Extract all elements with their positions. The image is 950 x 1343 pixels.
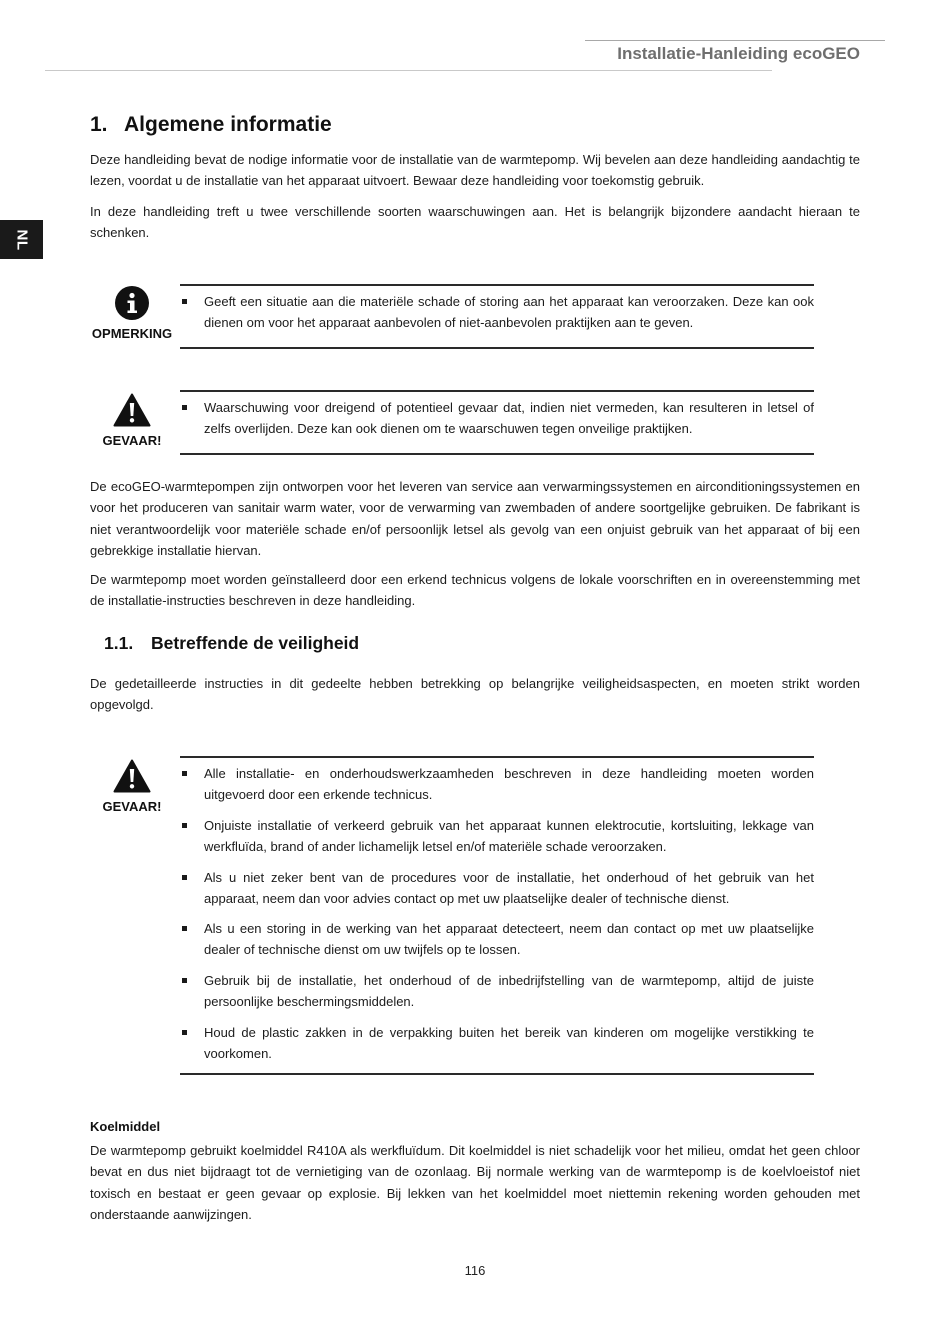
- note-item: Geeft een situatie aan die materiële schade of storing aan het apparaat kan veroorzaken. Deze kan ook dienen om voor het apparaat aanbevolen of niet-aanbevolen praktijken aan te geven.: [180, 291, 814, 333]
- info-icon: [115, 286, 149, 320]
- safety-item: Als u een storing in de werking van het apparaat detecteert, neem dan contact op met uw plaatselijke dealer of technische dienst om uw twijfels op te lossen.: [180, 918, 814, 960]
- warning-icon: [113, 393, 151, 427]
- section-heading: [90, 113, 332, 137]
- section-number: 1.: [90, 113, 108, 136]
- header-top-rule: [585, 40, 885, 41]
- subsection-number: 1.1.: [104, 633, 134, 653]
- subsection-title: Betreffende de veiligheid: [151, 633, 360, 653]
- safety-item: Gebruik bij de installatie, het onderhoud of de inbedrijfstelling van de warmtepomp, altijd de juiste persoonlijke beschermingsmiddelen.: [180, 970, 814, 1012]
- note-callout: [180, 284, 814, 349]
- refrigerant-paragraph: De warmtepomp gebruikt koelmiddel R410A als werkfluïdum. Dit koelmiddel is niet schadelijk voor het milieu, omdat het geen chloor bevat en dus niet bijdraagt tot de vernietiging van de ozonlaag. Bij normale werking van de warmtepomp is de koelvloeistof niet toxisch en bestaat er geen gevaar op explosie. Bij lekken van het koelmiddel moet niettemin rekening worden gehouden met onderstaande aanwijzingen.: [90, 1143, 860, 1222]
- danger-callout: [180, 390, 814, 455]
- language-tab: [0, 220, 43, 259]
- safety-intro: De gedetailleerde instructies in dit gedeelte hebben betrekking op belangrijke veiligheidsaspecten, en moeten strikt worden opgevolgd.: [90, 676, 860, 713]
- language-tab-label: NL: [13, 229, 30, 250]
- safety-item: Alle installatie- en onderhoudswerkzaamheden beschreven in deze handleiding moeten worden uitgevoerd door een erkende technicus.: [180, 763, 814, 805]
- page-number: 116: [464, 1263, 486, 1278]
- safety-item: Houd de plastic zakken in de verpakking buiten het bereik van kinderen om mogelijke verstikking te voorkomen.: [180, 1022, 814, 1064]
- danger-label: GEVAAR!: [102, 433, 162, 448]
- safety-item: Als u niet zeker bent van de procedures voor de installatie, het onderhoud of het gebruik van het apparaat, neem dan voor advies contact op met uw plaatselijke dealer of technische dienst.: [180, 867, 814, 909]
- safety-danger-label: GEVAAR!: [102, 799, 162, 814]
- header-title: Installatie-Hanleiding ecoGEO: [617, 44, 860, 63]
- safety-danger-callout: [180, 756, 814, 1075]
- body-paragraph-1: De ecoGEO-warmtepompen zijn ontworpen voor het leveren van service aan verwarmingssystemen en airconditioningssystemen en voor het produceren van sanitair warm water, voor de verwarming van zwembaden of andere soortgelijke gebruiken. De fabrikant is niet verantwoordelijk voor materiële schade en/of persoonlijk letsel als gevolg van een onjuist gebruik van het apparaat of bij een gebrekkige installatie hiervan.: [90, 479, 860, 558]
- safety-item: Onjuiste installatie of verkeerd gebruik van het apparaat kunnen elektrocutie, kortsluiting, lekkage van werkfluïda, brand of ander lichamelijk letsel en/of materiële schade veroorzaken.: [180, 815, 814, 857]
- warning-icon: [113, 759, 151, 793]
- intro-paragraph-1: Deze handleiding bevat de nodige informatie voor de installatie van de warmtepomp. Wij bevelen aan deze handleiding aandachtig te lezen, voordat u de installatie van het apparaat uitvoert. Bewaar deze handleiding voor toekomstig gebruik.: [90, 152, 860, 189]
- note-label: OPMERKING: [91, 326, 173, 341]
- danger-item: Waarschuwing voor dreigend of potentieel gevaar dat, indien niet vermeden, kan resulteren in letsel of zelfs overlijden. Deze kan ook dienen om te waarschuwen tegen onveilige praktijken.: [180, 397, 814, 439]
- section-title: Algemene informatie: [124, 113, 332, 136]
- refrigerant-heading: Koelmiddel: [90, 1119, 161, 1134]
- subsection-heading: [104, 633, 359, 654]
- header-rule: [45, 70, 772, 71]
- danger-icon-block: [90, 393, 174, 448]
- intro-paragraph-2: In deze handleiding treft u twee verschillende soorten waarschuwingen aan. Het is belangrijk bijzondere aandacht hieraan te schenken.: [90, 204, 860, 241]
- safety-danger-icon-block: [90, 759, 174, 814]
- note-icon-block: [90, 286, 174, 341]
- body-paragraph-2: De warmtepomp moet worden geïnstalleerd door een erkend technicus volgens de lokale voorschriften en in overeenstemming met de installatie-instructies beschreven in deze handleiding.: [90, 572, 860, 609]
